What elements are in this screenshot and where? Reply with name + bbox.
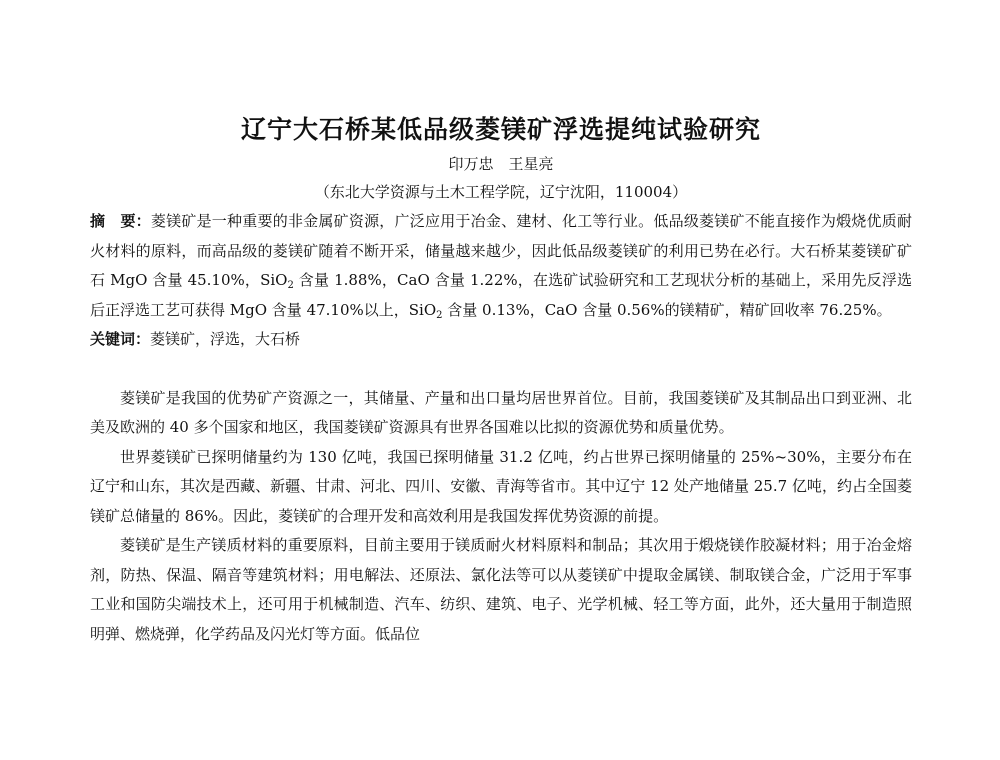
keywords-label: 关键词： [90,330,151,348]
paper-title: 辽宁大石桥某低品级菱镁矿浮选提纯试验研究 [240,115,761,144]
body-text [90,384,912,650]
abstract-label: 摘 要： [90,212,151,230]
abstract-subscript-2: 2 [436,309,443,321]
abstract [90,207,912,325]
paper-page [90,110,912,649]
keywords [90,325,912,355]
body-paragraph: 菱镁矿是我国的优势矿产资源之一，其储量、产量和出口量均居世界首位。目前，我国菱镁矿及其制品出口到亚洲、北美及欧洲的 40 多个国家和地区，我国菱镁矿资源具有世界各国难以比拟的资源优势和质量优势。 [90,388,912,436]
abstract-text-part2: 含量 1.88%，CaO 含量 1.22%，在选矿试验研究和工艺现状分析的基础上，采用先反浮选后正浮选工艺可获得 MgO 含量 47.10%以上，SiO [90,271,912,319]
abstract-subscript-1: 2 [287,280,294,291]
keywords-text: 菱镁矿，浮选，大石桥 [150,330,301,348]
paper-affiliation: （东北大学资源与土木工程学院，辽宁沈阳，110004） [314,183,688,201]
body-paragraph: 菱镁矿是生产镁质材料的重要原料，目前主要用于镁质耐火材料原料和制品；其次用于煅烧镁作胶凝材料；用于冶金熔剂，防热、保温、隔音等建筑材料；用电解法、还原法、氯化法等可以从菱镁矿中提取金属镁、制取镁合金，广泛用于军事工业和国防尖端技术上，还可用于机械制造、汽车、纺织、建筑、电子、光学机械、轻工等方面，此外，还大量用于制造照明弹、燃烧弹，化学药品及闪光灯等方面。低品位 [90,536,912,643]
body-paragraph: 世界菱镁矿已探明储量约为 130 亿吨，我国已探明储量 31.2 亿吨，约占世界已探明储量的 25%~30%，主要分布在辽宁和山东，其次是西藏、新疆、甘肃、河北、四川、安徽、青海等省市。其中辽宁 12 处产地储量 25.7 亿吨，约占全国菱镁矿总储量的 86%。因此，菱镁矿的合理开发和高效利用是我国发挥优势资源的前提。 [90,447,912,525]
paper-authors: 印万忠 王星亮 [448,155,554,173]
abstract-text-part3: 含量 0.13%，CaO 含量 0.56%的镁精矿，精矿回收率 76.25%。 [442,300,892,319]
abstract-text-part1: 菱镁矿是一种重要的非金属矿资源，广泛应用于冶金、建材、化工等行业。低品级菱镁矿不能直接作为煅烧优质耐火材料的原料，而高品级的菱镁矿随着不断开采，储量越来越少，因此低品级菱镁矿的利用已势在必行。大石桥某菱镁矿矿石 MgO 含量 45.10%，SiO [90,212,912,289]
